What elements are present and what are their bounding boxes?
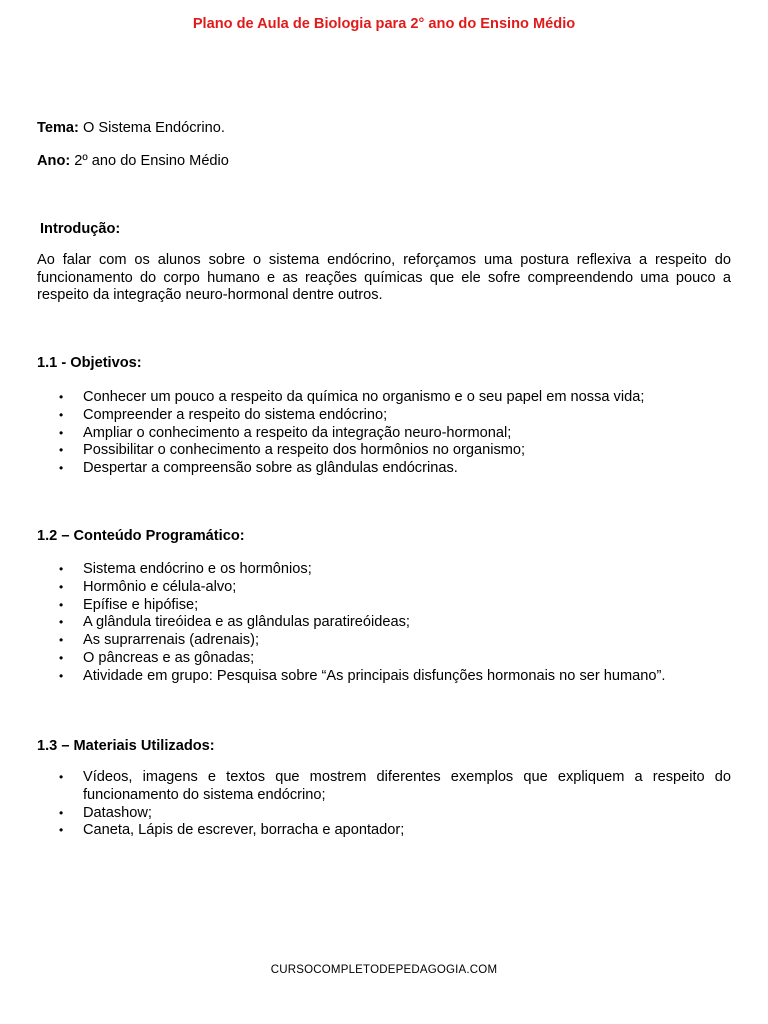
list-item-text: Epífise e hipófise; <box>83 596 199 613</box>
list-item-text: funcionamento do sistema endócrino; <box>83 786 326 803</box>
ano-value: 2º ano do Ensino Médio <box>70 153 229 169</box>
page-title: Plano de Aula de Biologia para 2° ano do Ensino Médio <box>192 16 576 32</box>
bullet-icon: • <box>59 425 64 440</box>
list-item <box>0 668 768 686</box>
list-item <box>0 579 768 597</box>
introducao-heading: Introdução: <box>40 221 121 237</box>
bullet-icon: • <box>59 461 64 476</box>
bullet-icon: • <box>59 443 64 458</box>
conteudo-list <box>0 561 768 686</box>
introducao-line: funcionamento do corpo humano e as reações químicas que ele sofre compreendendo uma pouco a <box>37 269 731 286</box>
list-item <box>0 769 731 805</box>
list-item <box>0 425 768 443</box>
materiais-list <box>0 769 768 840</box>
bullet-icon: • <box>59 650 64 665</box>
conteudo-heading: 1.2 – Conteúdo Programático: <box>37 528 245 544</box>
list-item-text: Ampliar o conhecimento a respeito da integração neuro-hormonal; <box>83 424 512 441</box>
list-item <box>0 614 768 632</box>
list-item-text: Conhecer um pouco a respeito da química no organismo e o seu papel em nossa vida; <box>83 389 645 405</box>
list-item <box>0 561 768 579</box>
tema-line <box>37 119 225 137</box>
list-item-text: A glândula tireóidea e as glândulas paratireóideas; <box>83 614 410 631</box>
introducao-paragraph <box>37 252 731 305</box>
list-item-text: Possibilitar o conhecimento a respeito dos hormônios no organismo; <box>83 442 526 459</box>
bullet-icon: • <box>59 579 64 594</box>
list-item <box>0 407 768 425</box>
list-item-text: O pâncreas e as gônadas; <box>83 649 255 666</box>
list-item-text: Sistema endócrino e os hormônios; <box>83 561 312 577</box>
bullet-icon: • <box>59 390 64 404</box>
list-item <box>0 597 768 615</box>
bullet-icon: • <box>59 615 64 630</box>
list-item-text: Atividade em grupo: Pesquisa sobre “As principais disfunções hormonais no ser humano”. <box>83 667 666 684</box>
list-item <box>0 822 768 840</box>
objetivos-heading: 1.1 - Objetivos: <box>37 355 142 371</box>
list-item <box>0 650 768 668</box>
bullet-icon: • <box>59 407 64 422</box>
list-item <box>0 389 768 407</box>
ano-label: Ano: <box>37 153 71 169</box>
bullet-icon: • <box>59 770 64 784</box>
list-item-text: Datashow; <box>83 804 152 821</box>
bullet-icon: • <box>59 823 64 838</box>
introducao-line: respeito da integração neuro-hormonal dentre outros. <box>37 287 383 303</box>
list-item-text: Hormônio e célula-alvo; <box>83 578 237 595</box>
bullet-icon: • <box>59 562 64 576</box>
list-item-text: Vídeos, imagens e textos que mostrem diferentes exemplos que expliquem a respeito do <box>83 769 731 785</box>
tema-label: Tema: <box>37 120 79 136</box>
introducao-line: Ao falar com os alunos sobre o sistema endócrino, reforçamos uma postura reflexiva a respeito do <box>37 252 731 268</box>
materiais-heading: 1.3 – Materiais Utilizados: <box>37 738 215 754</box>
bullet-icon: • <box>59 805 64 820</box>
list-item-text: Caneta, Lápis de escrever, borracha e apontador; <box>83 822 405 839</box>
bullet-icon: • <box>59 597 64 612</box>
list-item-text: Despertar a compreensão sobre as glândulas endócrinas. <box>83 460 458 477</box>
footer-website: CURSOCOMPLETODEPEDAGOGIA.COM <box>270 964 498 976</box>
list-item <box>0 632 768 650</box>
list-item-text: Compreender a respeito do sistema endócrino; <box>83 406 388 423</box>
objetivos-list <box>0 389 768 478</box>
bullet-icon: • <box>59 668 64 683</box>
list-item <box>0 805 768 823</box>
list-item <box>0 442 768 460</box>
list-item-text: As suprarrenais (adrenais); <box>83 632 260 649</box>
bullet-icon: • <box>59 633 64 648</box>
ano-line <box>37 152 229 170</box>
list-item <box>0 460 768 478</box>
tema-value: O Sistema Endócrino. <box>78 120 225 136</box>
